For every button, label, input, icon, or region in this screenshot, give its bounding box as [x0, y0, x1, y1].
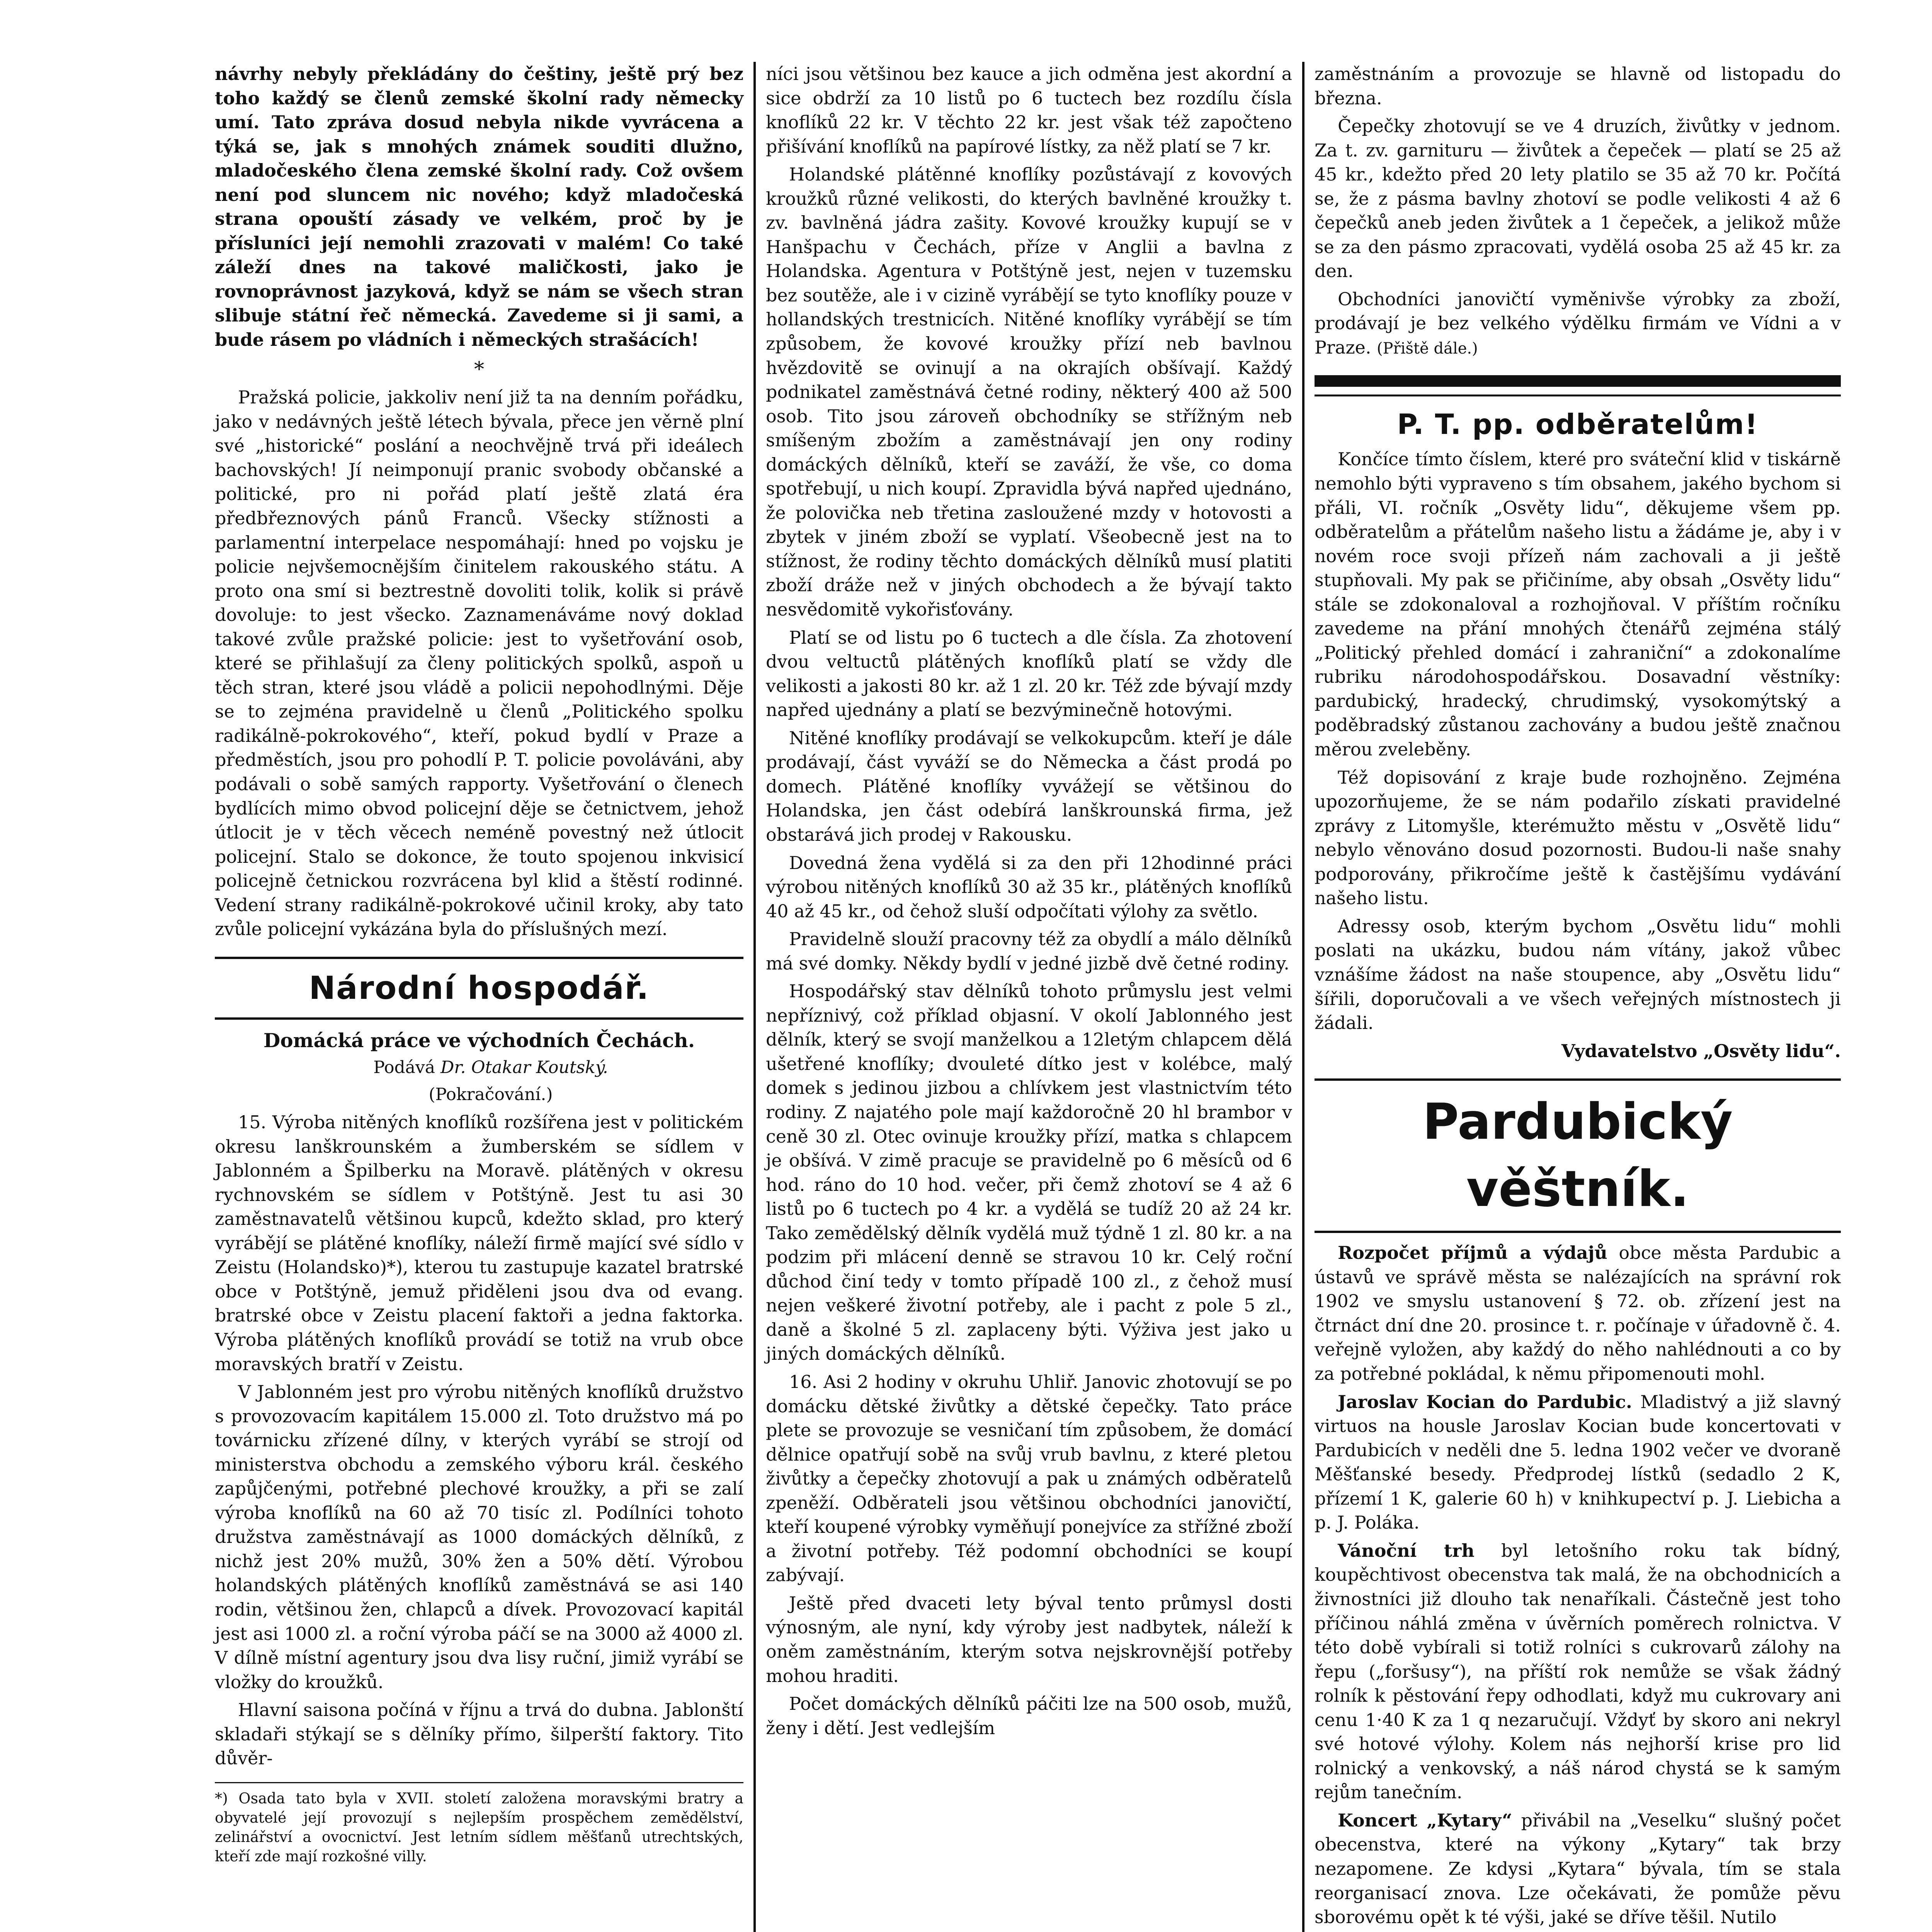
col2-paragraph-2: Holandské plátěnné knoflíky pozůstávají z kovových kroužků různé velikosti, do kterých bavlněné kroužky t. zv. bavlněná jádra zašity. Kovové kroužky kupují se v Hanšpachu v Čechách, příze v Anglii a bavlna z Holandska. Agentura v Potštýně jest, nejen v tuzemsku bez soutěže, ale i v cizině vyrábějí se tyto knoflíky pouze v hollandských trestnicích. Nitěné knoflíky vyrábějí se tím způsobem, že kovové kroužky přízí neb bavlnou hvězdovitě se ovinují a na okrajích obšívají. Každý podnikatel zaměstnává četné rodiny, některý 400 až 500 osob. Tito jsou zároveň obchodníky se střížným neb smíšeným zbožím a zaměstnávají jen ony rodiny domáckých dělníků, kteří se zaváží, že vše, co doma spotřebují, u nich koupí. Zpravidla bývá napřed ujednáno, že polovička neb třetina zasloužené mzdy v hotovosti a zbytek v jiném zboží se vyplatí. Všeobecně jest na to stížnost, že rodiny těchto domáckých dělníků musí platiti zboží dráže než v jiných obchodech a že bývají takto nesvědomitě vykořisťovány. [766, 164, 1292, 620]
newspaper-page [205, 62, 1866, 1932]
column-1 [205, 62, 753, 1932]
notice-paragraph-3: Adressy osob, kterým bychom „Osvětu lidu“ mohli poslati na ukázku, budou nám vítány, jakož vůbec vznášíme žádost na naše stoupence, aby „Osvětu lidu“ šířili, doporučovali a ve všech veřejných místnostech ji žádali. [1315, 915, 1841, 1034]
article-continuation: (Pokračování.) [429, 1085, 553, 1105]
notice-paragraph-2: Též dopisování z kraje bude rozhojněno. Zejména upozorňujeme, že se nám podařilo získati pravidelné zprávy z Litomyšle, kterémužto městu v „Osvětě lidu“ nebylo věnováno dosud pozornosti. Budou-li naše snahy podporovány, přikročíme ještě k častějšímu vydávání našeho listu. [1315, 767, 1841, 909]
footnote: *) Osada tato byla v XVII. století založena moravskými bratry a obyvatelé její provozují s nejlepším prospěchem zemědělství, zelinářství a ovocnictví. Jest letním sídlem měšťanů utrechtských, kteří zde mají rozkošné villy. [215, 1782, 743, 1866]
section-header-narodni-hospodar [215, 957, 743, 1020]
police-article: Pražská policie, jakkoliv není již ta na denním pořádku, jako v nedávných ještě létech bývala, přece jen věrně plní své „historické“ poslání a neochvějně trvá při ideálech bachovských! Jí neimponují pranic svobody občanské a politické, pro ni pořád platí ještě zlatá éra předbřeznových pánů Franců. Všecky stížnosti a parlamentní interpelace nespomáhají: hned po vojsku je policie nejvšemocnějším činitelem rakouského státu. A proto ona smí si beztrestně dovoliti tolik, kolik si právě dovoluje: to jest všecko. Zaznamenáváme nový doklad takové zvůle pražské policie: jest to vyšetřování osob, které se přihlašují za členy politických spolků, aspoň u těch stran, které jsou vládě a policii nepohodlnými. Děje se to zejména pravidelně u členů „Politického spolku radikálně-pokrokového“, kteří, pokud bydlí v Praze a předměstích, jsou pro pohodlí P. T. policie povoláváni, aby podávali o sobě samých rapporty. Vyšetřování o členech bydlících mimo obvod policejní děje se četnictvem, jehož útlocit je v těch věcech neméně povestný než útlocit policejní. Stalo se dokonce, že touto spojenou inkvisicí policejně četnickou rozvrácena byl klid a štěstí rodinné. Vedení strany radikálně-pokrokové učinil kroky, aby tato zvůle policejní vykázána byla do příslušných mezí. [215, 387, 743, 940]
intro-paragraph: návrhy nebyly překládány do češtiny, ještě prý bez toho každý se členů zemské školní rady německy umí. Tato zpráva dosud nebyla nikde vyvrácena a týká se, jak s mnohých známek souditi dlužno, mladočeského člena zemské školní rady. Což ovšem není pod sluncem nic nového; když mladočeská strana opouští zásady ve velkém, proč by je přísluníci její nemohli zrazovati v malém! Co také záleží dnes na takové maličkosti, jako je rovnoprávnost jazyková, když se nám se všech stran slibuje státní řeč německá. Zavedeme si ji sami, a bude rásem po vládních i německých strašácích! [215, 63, 743, 350]
col2-paragraph-4: Nitěné knoflíky prodávají se velkokupcům. kteří je dále prodávají, část vyváží se do Německa a část prodá po domech. Plátěné knoflíky vyvážejí se většinou do Holandska, jen část odebírá lanškrounská firma, jež obstarává jich prodej v Rakousku. [766, 727, 1292, 845]
vestnik-item-kocian-text: Mladistvý a již slavný virtuos na housle Jaroslav Kocian bude koncertovati v Pardubicích v neděli dne 5. ledna 1902 večer ve dvoraně Měšťanské besedy. Předprodej lístků (sedadlo 2 K, přízemí 1 K, galerie 60 h) v knihkupectví p. J. Liebicha a p. J. Poláka. [1315, 1391, 1841, 1533]
vestnik-item-vanocni-trh-text: byl letošního roku tak bídný, koupěchtivost obecenstva tak malá, že na obchodnicích a živnostníci již dlouho tak nenaříkali. Částečně jest toho příčinou náhlá změna v úvěrních poměrech rolnictva. V této době vybírali si totiž rolníci s cukrovarů zálohy na řepu („foršusy“), na příští rok nemůže se však žádný rolník k pěstování řepy odhodlati, když mu cukrovary ani cenu 1·40 K za 1 q nezaručují. Vždyť by skoro ani nekryl své hotové výlohy. Kolem nás nejhorší krise pro lid rolnický a venkovský, a náš národ chystá se k samým rejům tanečním. [1315, 1540, 1841, 1803]
notice-paragraph-1: Končíce tímto číslem, které pro sváteční klid v tiskárně nemohlo býti vypraveno s tím obsahem, jakého bychom si přáli, VI. ročník „Osvěty lidu“, děkujeme všem pp. odběratelům a přátelům našeho listu a žádáme je, aby i v novém roce svoji přízeň nám zachovali a ji ještě stupňovali. My pak se přičiníme, aby obsah „Osvěty lidu“ stále se zdokonaloval a rozhojňoval. V příštím ročníku zavedeme na přání mnohých čtenářů zejména stálý „Politický přehled domácí i zahraniční“ a zdokonalíme rubriku národohospodářskou. Dosavadní věstníky: pardubický, hradecký, chrudimský, vysokomýtský a poděbradský zůstanou zachovány a budou ještě značnou měrou zveleběny. [1315, 449, 1841, 760]
paragraph-15: 15. Výroba nitěných knoflíků rozšířena jest v politickém okresu lanškrounském a žumberském se sídlem v Jablonném a Špilberku na Moravě. plátěných v okresu rychnovském se sídlem v Potštýně. Jest tu asi 30 zaměstnavatelů většinou kupců, kdežto sklad, pro který vyrábějí se plátěné knoflíky, náleží firmě mající své sídlo v Zeistu (Holandsko)*), kterou tu zastupuje kazatel bratrské obce v Potštýně, jemuž přiděleni jsou dva od evang. bratrské obce v Zeistu placení faktoři a jedna faktorka. Výroba plátěných knoflíků provádí se totiž na vrub obce moravských bratří v Zeistu. [215, 1112, 743, 1374]
col3-paragraph-2: Čepečky zhotovují se ve 4 druzích, živůtky v jednom. Za t. zv. garnituru — živůtek a čepeček — platí se 25 až 45 kr., kdežto před 20 lety platilo se 35 až 70 kr. Počítá se, že z pásma bavlny zhotoví se podle velikosti 4 až 6 čepečků aneb jeden živůtek a 1 čepeček, a jelikož může se za den pásmo zpracovati, vydělá osoba 25 až 45 kr. za den. [1315, 116, 1841, 282]
notice-header [1315, 406, 1841, 444]
vestnik-item-kocian [1315, 1390, 1841, 1535]
byline-prefix: Podává [373, 1058, 435, 1078]
separator-star: * [474, 357, 484, 381]
col2-paragraph-7: Hospodářský stav dělníků tohoto průmyslu jest velmi nepříznivý, což příklad objasní. V okolí Jablonného jest dělník, který se svojí manželkou a 12letým chlapcem dělá ušetřené knoflíky; dvouleté dítko jest v kolébce, malý domek s jedinou jizbou a chlívkem jest vlastnictvím této rodiny. Z najatého pole mají každoročně 20 hl brambor v ceně 30 zl. Otec ovinuje kroužky přízí, matka s chlapcem je obšívá. V zimě pracuje se pravidelně po 6 měsíců od 6 hod. ráno do 10 hod. večer, při čemž zhotoví se 4 až 6 listů po 6 tuctech po 4 kr. a vydělá se tudíž 20 až 24 kr. Tako zemědělský dělník vydělá muž týdně 1 zl. 80 kr. a na podzim při mlácení denně se stravou 10 kr. Celý roční důchod činí tedy v tomto případě 100 zl., z čehož musí nejen veškeré životní potřeby, ale i pacht z pole 5 zl., daně a školné 5 zl. zaplaceny býti. Výživa jest jako u jiných domáckých dělníků. [766, 981, 1292, 1364]
notice-signature: Vydavatelstvo „Osvěty lidu“. [1561, 1040, 1841, 1061]
thick-rule [1315, 375, 1841, 387]
vestnik-item-kocian-lead: Jaroslav Kocian do Pardubic. [1338, 1391, 1632, 1412]
vestnik-item-rozpocet-text: obce města Pardubic a ústavů ve správě města se nalézajících na správní rok 1902 ve smyslu ustanovení § 72. ob. zřízení jest na čtrnáct dní dne 20. prosince t. r. počínaje v úřadovně č. 4. veřejně vyložen, aby každý do něho nahlédnouti a co by za potřebné pokládal, k němu připomenouti mohl. [1315, 1242, 1841, 1384]
col3-paragraph-1: zaměstnáním a provozuje se hlavně od listopadu do března. [1315, 63, 1841, 109]
column-3 [1302, 62, 1851, 1932]
vestnik-item-rozpocet-lead: Rozpočet příjmů a výdajů [1338, 1242, 1607, 1264]
article-title: Domácká práce ve východních Čechách. [263, 1029, 695, 1052]
section-title: Národní hospodář. [309, 969, 650, 1007]
section-title-vestnik: Pardubický věštník. [1422, 1093, 1733, 1218]
notice-title: P. T. pp. odběratelům! [1397, 408, 1759, 440]
vestnik-item-rozpocet [1315, 1241, 1841, 1386]
vestnik-item-vanocni-trh-lead: Vánoční trh [1338, 1540, 1475, 1561]
to-be-continued: (Přiště dále.) [1377, 340, 1478, 358]
col2-paragraph-10: Počet domáckých dělníků páčiti lze na 500 osob, mužů, ženy i dětí. Jest vedlejším [766, 1693, 1292, 1738]
section-header-pardubicky-vestnik [1315, 1078, 1841, 1233]
vestnik-item-koncert-text: přivábil na „Veselku“ slušný počet obecenstva, které na výkony „Kytary“ tak brzy nezapomene. Ze kdysi „Kytara“ bývala, tím se stala reorganisací znova. Lze očekávati, že pomůže pěvu sborovému opět k té výši, jaké se dříve těšil. Nutilo [1315, 1810, 1841, 1928]
column-2 [753, 62, 1302, 1932]
vestnik-item-koncert-lead: Koncert „Kytary“ [1338, 1810, 1512, 1831]
col2-paragraph-3: Platí se od listu po 6 tuctech a dle čísla. Za zhotovení dvou veltuctů plátěných knoflíků platí se vždy dle velikosti a jakosti 80 kr. až 1 zl. 20 kr. Též zde bývají mzdy napřed ujednány a platí se bezvýminečně hotovými. [766, 627, 1292, 721]
col2-paragraph-8: 16. Asi 2 hodiny v okruhu Uhliř. Janovic zhotovují se po domácku dětské živůtky a dětské čepečky. Tato práce plete se provozuje se vesničaní tím způsobem, že domácí dělnice opatřují sobě na svůj vrub bavlnu, z které pletou živůtky a čepečky zhotovují a pak u známých odběratelů zpeněží. Odběrateli jsou většinou obchodníci janovičtí, kteří koupené výrobky vyměňují ponejvíce za střížné zboží a životní potřeby. Též podomní obchodníci se koupí zabývají. [766, 1371, 1292, 1586]
col3-paragraph-3-text: Obchodníci janovičtí vyměnivše výrobky za zboží, prodávají je bez velkého výdělku firmám ve Vídni a v Praze. [1315, 288, 1841, 358]
col3-paragraph-3 [1315, 287, 1841, 360]
col2-paragraph-1: níci jsou většinou bez kauce a jich odměna jest akordní a sice obdrží za 10 listů po 6 tuctech bez rozdílu čísla knoflíků 22 kr. V těchto 22 kr. jest však též započteno přišívání knoflíků na papírové lístky, za něž platí se 7 kr. [766, 63, 1292, 157]
col2-paragraph-6: Pravidelně slouží pracovny též za obydlí a málo dělníků má své domky. Někdy bydlí v jedné jizbě dvě četné rodiny. [766, 929, 1292, 974]
col2-paragraph-5: Dovedná žena vydělá si za den při 12hodinné práci výrobou nitěných knoflíků 30 až 35 kr., plátěných knoflíků 40 až 45 kr., od čehož sluší odpočítati výlohy za světlo. [766, 852, 1292, 922]
paragraph-saisona: Hlavní saisona počíná v říjnu a trvá do dubna. Jablonští skladaři stýkají se s dělníky přímo, šilperští faktory. Tito důvěr- [215, 1699, 743, 1769]
article-byline [215, 1056, 743, 1079]
col2-paragraph-9: Ještě před dvaceti lety býval tento průmysl dosti výnosným, ale nyní, kdy výroby jest nadbytek, náleží k oněm zaměstnáním, kterým sotva nejskrovnější potřeby mohou hraditi. [766, 1592, 1292, 1686]
vestnik-item-koncert [1315, 1808, 1841, 1929]
thin-rule [1315, 395, 1841, 396]
vestnik-item-vanocni-trh [1315, 1539, 1841, 1804]
byline-author: Dr. Otakar Koutský. [440, 1058, 608, 1078]
paragraph-jablonne: V Jablonném jest pro výrobu nitěných knoflíků družstvo s provozovacím kapitálem 15.000 zl. Toto družstvo má po továrnicku zřízené dílny, v kterých vyrábí se strojí od ministerstva obchodu a zemského výboru král. českého zapůjčenými, potřebné plechové kroužky, a při se zalí výroba knoflíků na 60 až 70 tisíc zl. Podílníci tohoto družstva zaměstnávají as 1000 domáckých dělníků, z nichž jest 20% mužů, 30% žen a 50% dětí. Výrobou holandských plátěných knoflíků zaměstnává se asi 140 rodin, většinou žen, chlapců a dívek. Provozovací kapitál jest asi 1000 zl. a roční výroba páčí se na 3000 až 4000 zl. V dílně místní agentury jsou dva lisy ruční, jimiž vyrábí se vložky do kroužků. [215, 1381, 743, 1692]
